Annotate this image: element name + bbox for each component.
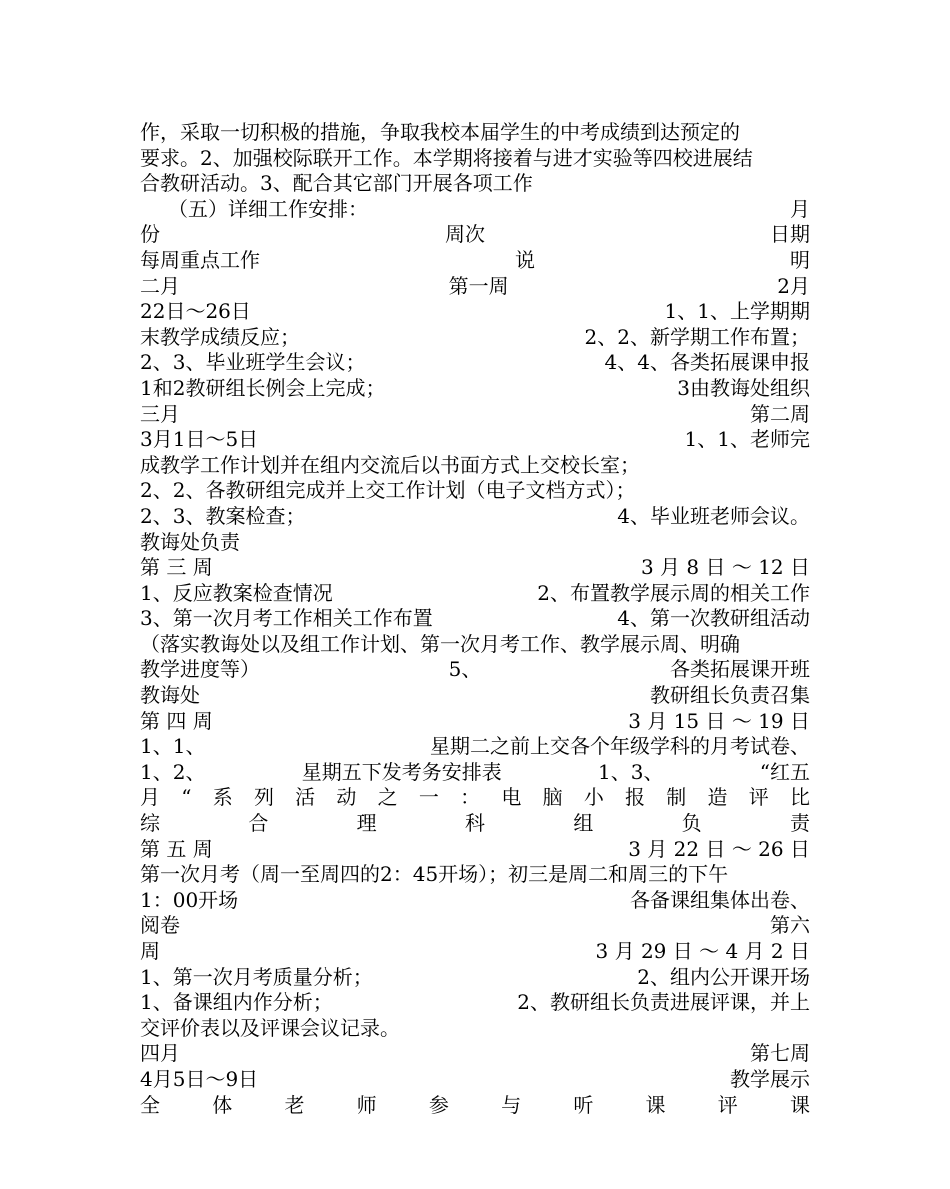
text-segment: 1和2教研组长例会上完成； — [140, 375, 386, 400]
text-line — [140, 683, 810, 709]
text-segment: 教学进度等） — [140, 657, 260, 682]
text-segment: 要求。2、加强校际联开工作。本学期将接着与进才实验等四校进展结 — [140, 145, 753, 170]
text-segment: 1、2、 — [140, 759, 206, 784]
text-line — [140, 120, 810, 146]
text-line — [140, 734, 810, 760]
text-segment: 课 — [645, 1092, 666, 1117]
text-line — [140, 606, 810, 632]
text-segment: 第一次月考（周一至周四的2：45开场）；初三是周二和周三的下午 — [140, 862, 729, 887]
text-segment: 责 — [789, 811, 810, 836]
text-line — [140, 171, 810, 197]
text-segment: 负 — [681, 811, 702, 836]
text-segment: 第六 — [770, 913, 810, 938]
text-segment: 月 — [790, 196, 810, 221]
text-segment: 2、组内公开课开场 — [637, 964, 810, 989]
text-line — [140, 632, 810, 658]
text-line — [140, 325, 810, 351]
text-segment: 合 — [248, 811, 269, 836]
text-line — [140, 1041, 810, 1067]
text-line — [140, 376, 810, 402]
text-segment: 1、1、上学期期 — [664, 299, 810, 324]
text-segment: 师 — [356, 1092, 377, 1117]
text-segment: 各备课组集体出卷、 — [630, 887, 810, 912]
text-segment: 3月1日～5日 — [140, 427, 259, 452]
text-segment: 3 月 22 日 ～ 26 日 — [628, 836, 810, 861]
text-segment: 全 — [140, 1092, 160, 1117]
text-segment: 3 月 29 日 ～ 4 月 2 日 — [595, 939, 810, 963]
text-line — [140, 555, 810, 581]
text-segment: 1、1、 — [140, 734, 206, 759]
text-segment: 列 — [253, 785, 274, 810]
text-segment: 说 — [515, 247, 535, 272]
text-segment: ： — [460, 785, 481, 810]
text-segment: 星期二之前上交各个年级学科的月考试卷、 — [430, 734, 810, 759]
text-line — [140, 811, 810, 837]
text-segment: 听 — [573, 1092, 594, 1117]
text-segment: 交评价表以及评课会议记录。 — [140, 1015, 400, 1040]
text-segment: 2、3、教案检查； — [140, 503, 306, 528]
text-segment: 四月 — [140, 1041, 180, 1066]
text-segment: 1、第一次月考质量分析； — [140, 964, 373, 989]
text-line — [140, 350, 810, 376]
text-line — [140, 530, 810, 556]
text-segment: 教研组长负责召集 — [650, 683, 810, 708]
text-segment: 22日～26日 — [140, 299, 251, 324]
text-segment: 1：00开场 — [140, 887, 239, 912]
text-segment: 3 月 15 日 ～ 19 日 — [628, 708, 810, 733]
text-segment: 老 — [284, 1092, 305, 1117]
text-segment: 第 三 周 — [140, 555, 213, 580]
text-segment: 评 — [748, 785, 769, 810]
text-line — [140, 913, 810, 939]
text-segment: 成教学工作计划并在组内交流后以书面方式上交校长室； — [140, 452, 640, 477]
text-segment: 科 — [464, 811, 485, 836]
text-segment: 2、教研组长负责进展评课，并上 — [517, 990, 810, 1015]
text-segment: 明 — [790, 247, 810, 272]
text-segment: 日期 — [770, 222, 810, 247]
text-segment: 1、3、 — [598, 759, 664, 784]
text-segment: 2、2、各教研组完成并上交工作计划（电子文档方式）； — [140, 478, 636, 503]
text-segment: （落实教诲处以及组工作计划、第一次月考工作、教学展示周、明确 — [140, 631, 740, 656]
text-segment: 体 — [212, 1092, 233, 1117]
text-line — [140, 274, 810, 300]
text-segment: 组 — [573, 811, 594, 836]
text-line — [140, 222, 810, 248]
document-body — [140, 120, 810, 1118]
text-segment: 合教研活动。3、配合其它部门开展各项工作 — [140, 171, 533, 196]
text-segment: 小 — [583, 785, 604, 810]
text-line — [140, 657, 810, 683]
text-line — [140, 478, 810, 504]
text-line — [140, 1016, 810, 1042]
text-segment: 1、1、老师完 — [684, 427, 810, 452]
text-line — [140, 427, 810, 453]
text-segment: 第七周 — [750, 1041, 810, 1066]
text-line — [140, 1093, 810, 1119]
text-line — [140, 402, 810, 428]
text-segment: 二月 — [140, 273, 180, 298]
text-segment: 3 月 8 日 ～ 12 日 — [640, 555, 810, 580]
text-line — [140, 965, 810, 991]
text-line — [140, 453, 810, 479]
text-segment: 教诲处 — [140, 683, 200, 708]
text-segment: 月 — [140, 785, 160, 810]
text-segment: 评 — [717, 1092, 738, 1117]
text-segment: 末教学成绩反应； — [140, 324, 300, 349]
text-segment: 比 — [789, 785, 810, 810]
text-segment: 份 — [140, 222, 160, 247]
text-segment: 电 — [501, 785, 522, 810]
text-segment: 脑 — [542, 785, 563, 810]
text-segment: 5、 — [448, 657, 482, 682]
text-segment: 报 — [625, 785, 646, 810]
text-segment: （五）详细工作安排： — [168, 196, 368, 221]
text-line — [140, 862, 810, 888]
text-segment: 4月5日～9日 — [140, 1066, 259, 1091]
text-line — [140, 1067, 810, 1093]
text-segment: 理 — [356, 811, 377, 836]
text-segment: 星期五下发考务安排表 — [301, 759, 502, 784]
text-segment: 1、备课组内作分析； — [140, 990, 333, 1015]
text-segment: 作，采取一切积极的措施，争取我校本届学生的中考成绩到达预定的 — [140, 120, 740, 144]
text-line — [140, 760, 810, 786]
text-segment: “ — [181, 785, 192, 810]
text-segment: 与 — [501, 1092, 522, 1117]
text-segment: 3、第一次月考工作相关工作布置 — [140, 606, 433, 631]
text-segment: 第 五 周 — [140, 836, 213, 861]
text-segment: 一 — [418, 785, 439, 810]
text-line — [140, 888, 810, 914]
text-segment: 4、第一次教研组活动 — [617, 606, 810, 631]
text-segment: 4、4、各类拓展课申报 — [604, 350, 810, 375]
text-segment: “红五 — [759, 759, 810, 784]
text-segment: 综 — [140, 811, 160, 836]
text-line — [140, 709, 810, 735]
text-line — [140, 299, 810, 325]
text-line — [140, 504, 810, 530]
text-line — [140, 581, 810, 607]
text-segment: 阅卷 — [140, 913, 180, 938]
text-line — [140, 146, 810, 172]
text-line — [140, 990, 810, 1016]
text-segment: 4、毕业班老师会议。 — [617, 503, 810, 528]
text-line — [140, 785, 810, 811]
text-segment: 2、2、新学期工作布置； — [584, 324, 810, 349]
text-segment: 教学展示 — [730, 1066, 810, 1091]
text-segment: 系 — [212, 785, 233, 810]
text-segment: 周次 — [445, 222, 485, 247]
text-line — [140, 837, 810, 863]
text-segment: 每周重点工作 — [140, 247, 260, 272]
text-line — [140, 939, 810, 965]
text-segment: 参 — [428, 1092, 449, 1117]
text-segment: 周 — [140, 939, 160, 963]
text-segment: 第 四 周 — [140, 708, 213, 733]
text-line — [140, 197, 810, 223]
text-segment: 2、布置教学展示周的相关工作 — [537, 580, 810, 605]
text-segment: 2、3、毕业班学生会议； — [140, 350, 366, 375]
text-segment: 教诲处负责 — [140, 529, 240, 554]
text-segment: 3由教诲处组织 — [677, 375, 810, 400]
text-segment: 活 — [295, 785, 316, 810]
text-segment: 第一周 — [448, 273, 509, 298]
text-segment: 动 — [336, 785, 357, 810]
text-segment: 各类拓展课开班 — [669, 657, 810, 682]
text-segment: 1、反应教案检查情况 — [140, 580, 333, 605]
text-segment: 课 — [789, 1092, 810, 1117]
text-segment: 第二周 — [750, 401, 810, 426]
text-segment: 三月 — [140, 401, 180, 426]
text-line — [140, 248, 810, 274]
text-segment: 2月 — [777, 273, 810, 298]
text-segment: 造 — [707, 785, 728, 810]
text-segment: 之 — [377, 785, 398, 810]
text-segment: 制 — [666, 785, 687, 810]
